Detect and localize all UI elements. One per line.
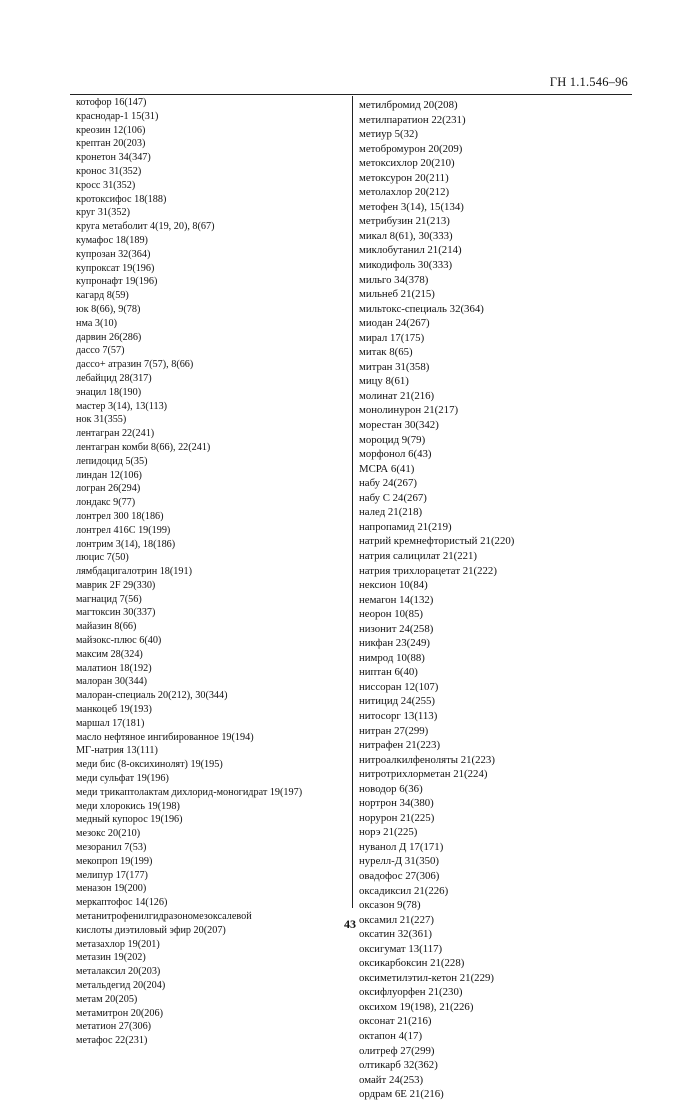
index-entry: оксиметилэтил-кетон 21(229) — [359, 971, 494, 984]
index-entry: метальдегид 20(204) — [76, 980, 166, 991]
index-entry: метазахлор 19(201) — [76, 938, 160, 950]
index-entry: миклобутанил 21(214) — [359, 244, 462, 257]
index-entry: метам 20(205) — [76, 993, 138, 1005]
index-entry: манкоцеб 19(193) — [76, 704, 152, 716]
index-entry: мезокс 20(210) — [76, 828, 141, 840]
index-entry: нитран 27(299) — [359, 724, 429, 737]
index-entry: лентагран 22(241) — [76, 428, 155, 440]
index-entry: магнацид 7(56) — [76, 593, 142, 605]
index-entry: оксамил 21(227) — [359, 913, 434, 926]
index-entry: метатион 27(306) — [76, 1021, 152, 1033]
index-entry: круга метаболит 4(19, 20), 8(67) — [76, 221, 215, 233]
index-entry: МГ-натрия 13(111) — [76, 745, 158, 757]
index-entry: метазин 19(202) — [76, 952, 146, 964]
index-entry: октапон 4(17) — [359, 1030, 423, 1042]
index-entry: нурелл-Д 31(350) — [359, 855, 439, 868]
index-entry: метофен 3(14), 15(134) — [359, 200, 464, 213]
index-entry: мелипур 17(177) — [76, 869, 148, 881]
index-entry: малоран-специаль 20(212), 30(344) — [76, 690, 228, 702]
index-entry: нитосорг 13(113) — [359, 709, 438, 722]
index-entry: новодор 6(36) — [359, 782, 423, 795]
index-entry: морфонол 6(43) — [359, 448, 432, 461]
index-entry: круг 31(352) — [76, 207, 130, 219]
index-entry: овадофос 27(306) — [359, 869, 440, 882]
index-entry: никфан 23(249) — [359, 637, 430, 650]
index-entry: меди сульфат 19(196) — [76, 773, 169, 785]
index-entry: натрий кремнефтористый 21(220) — [359, 535, 515, 548]
index-entry: оксадиксил 21(226) — [359, 884, 449, 897]
index-entry: масло нефтяное ингибированное 19(194) — [76, 731, 254, 743]
index-entry: набу С 24(267) — [359, 491, 427, 504]
page-number: 43 — [344, 917, 356, 931]
index-entry: немагон 14(132) — [359, 593, 434, 606]
index-entry: майзокс-плюс 6(40) — [76, 635, 162, 647]
index-entry: нок 31(355) — [76, 414, 127, 426]
index-entry: МСРА 6(41) — [359, 462, 415, 475]
index-entry: меди хлорокись 19(198) — [76, 800, 180, 812]
index-entry: креозин 12(106) — [76, 124, 146, 136]
index-entry: метиур 5(32) — [359, 128, 419, 141]
index-entry: митран 31(358) — [359, 360, 430, 373]
index-entry: лепидоцид 5(35) — [76, 455, 148, 467]
index-entry: ниптан 6(40) — [359, 666, 418, 679]
column-divider — [352, 96, 353, 908]
index-entry: олтикарб 32(362) — [359, 1059, 438, 1072]
index-entry: лямбдацигалотрин 18(191) — [76, 566, 192, 578]
index-entry: нимрод 10(88) — [359, 651, 425, 664]
index-entry: меркаптофос 14(126) — [76, 897, 168, 909]
index-entry: мезоранил 7(53) — [76, 842, 147, 854]
index-entry: оксонат 21(216) — [359, 1015, 432, 1028]
index-entry: маврик 2F 29(330) — [76, 579, 156, 591]
index-entry: лонтрим 3(14), 18(186) — [76, 538, 176, 550]
index-entry: оксигумат 13(117) — [359, 942, 443, 955]
index-entry: омайт 24(253) — [359, 1073, 424, 1086]
index-entry: нортрон 34(380) — [359, 797, 434, 810]
index-entry: микал 8(61), 30(333) — [359, 229, 453, 242]
index-entry: дарвин 26(286) — [76, 331, 142, 343]
index-entry: купронафт 19(196) — [76, 276, 158, 288]
index-entry: неорон 10(85) — [359, 608, 424, 621]
index-entry: котофор 16(147) — [76, 97, 147, 108]
index-entry: майазин 8(66) — [76, 621, 137, 633]
index-entry: лонтрел 416С 19(199) — [76, 524, 171, 536]
index-entry: линдан 12(106) — [76, 469, 142, 481]
index-entry: крептан 20(203) — [76, 138, 146, 150]
index-entry: нуванол Д 17(171) — [359, 840, 444, 853]
index-entry: морестан 30(342) — [359, 419, 439, 432]
index-entry: нитрафен 21(223) — [359, 739, 441, 752]
index-entry: мастер 3(14), 13(113) — [76, 400, 168, 412]
index-entry: олитреф 27(299) — [359, 1044, 435, 1057]
index-entry: малоран 30(344) — [76, 676, 148, 688]
index-entry: метилбромид 20(208) — [359, 99, 458, 111]
index-entry: набу 24(267) — [359, 477, 417, 490]
index-entry: мильго 34(378) — [359, 273, 429, 286]
index-entry: низонит 24(258) — [359, 622, 434, 635]
index-entry: мильнеб 21(215) — [359, 288, 435, 301]
index-entry: метоксихлор 20(210) — [359, 157, 455, 170]
index-entry: малатион 18(192) — [76, 662, 152, 674]
index-entry: лебайцид 28(317) — [76, 372, 152, 384]
index-entry: натрия трихлорацетат 21(222) — [359, 564, 497, 577]
index-entry: юк 8(66), 9(78) — [76, 303, 141, 315]
index-entry: метамитрон 20(206) — [76, 1007, 163, 1019]
index-entry: монолинурон 21(217) — [359, 404, 459, 417]
index-entry: кронетон 34(347) — [76, 152, 151, 164]
index-entry: нексион 10(84) — [359, 579, 428, 592]
index-entry: кросс 31(352) — [76, 179, 136, 191]
index-entry: мицу 8(61) — [359, 375, 409, 388]
index-entry: медный купорос 19(196) — [76, 814, 183, 826]
index-entry: нитицид 24(255) — [359, 695, 435, 708]
index-entry: микодифоль 30(333) — [359, 259, 453, 272]
index-entry: оксифлуорфен 21(230) — [359, 986, 463, 999]
index-entry: миодан 24(267) — [359, 317, 430, 330]
index-entry: ниссоран 12(107) — [359, 680, 439, 693]
index-entry: метанитрофенилгидразономезоксалевой — [76, 911, 252, 923]
index-entry: кислоты диэтиловый эфир 20(207) — [76, 924, 226, 936]
index-entry: натрия салицилат 21(221) — [359, 549, 478, 562]
index-entry: меди трикаптолактам дихлорид-моногидрат 19(197) — [76, 786, 303, 798]
index-entry: оксазон 9(78) — [359, 899, 421, 912]
index-entry: нитроалкилфеноляты 21(223) — [359, 753, 495, 766]
index-entry: метолахлор 20(212) — [359, 186, 450, 199]
index-entry: оксихом 19(198), 21(226) — [359, 1000, 474, 1013]
index-entry: ордрам 6Е 21(216) — [359, 1088, 444, 1101]
index-entry: метафос 22(231) — [76, 1035, 148, 1047]
index-entry: кагард 8(59) — [76, 290, 129, 302]
index-entry: лентагран комби 8(66), 22(241) — [76, 441, 211, 453]
index-entry: дассо+ атразин 7(57), 8(66) — [76, 359, 194, 371]
index-entry: метобромурон 20(209) — [359, 142, 463, 155]
index-entry: норэ 21(225) — [359, 826, 418, 839]
index-entry: лондакс 9(77) — [76, 497, 136, 509]
index-entry: маршал 17(181) — [76, 717, 145, 729]
index-entry: кротоксифос 18(188) — [76, 193, 167, 205]
index-entry: меди бис (8-оксихинолят) 19(195) — [76, 759, 223, 771]
index-entry: дассо 7(57) — [76, 345, 125, 357]
index-columns — [70, 94, 632, 1101]
document-code: ГН 1.1.546–96 — [549, 75, 628, 89]
index-entry: металаксил 20(203) — [76, 966, 161, 978]
index-entry: мороцид 9(79) — [359, 433, 426, 446]
index-entry: кронос 31(352) — [76, 165, 142, 177]
index-entry: магтоксин 30(337) — [76, 607, 156, 619]
left-index-column — [76, 96, 354, 1048]
index-entry: краснодар-1 15(31) — [76, 110, 159, 122]
index-entry: норурон 21(225) — [359, 811, 435, 824]
index-entry: нма 3(10) — [76, 317, 117, 329]
index-entry: купроксат 19(196) — [76, 262, 155, 274]
index-entry: напропамид 21(219) — [359, 520, 452, 533]
index-entry: энацил 18(190) — [76, 386, 142, 398]
index-entry: оксикарбоксин 21(228) — [359, 957, 465, 970]
index-entry: логран 26(294) — [76, 483, 141, 495]
index-entry: лонтрел 300 18(186) — [76, 510, 164, 522]
index-entry: молинат 21(216) — [359, 389, 435, 402]
index-entry: меназон 19(200) — [76, 883, 147, 895]
index-entry: метилпаратион 22(231) — [359, 113, 466, 126]
index-entry: мекопроп 19(199) — [76, 855, 153, 867]
index-entry: мильтокс-специаль 32(364) — [359, 302, 484, 315]
index-entry: люцис 7(50) — [76, 552, 129, 564]
index-entry: нитротрихлорметан 21(224) — [359, 768, 488, 781]
index-entry: оксатин 32(361) — [359, 928, 432, 941]
index-entry: мирал 17(175) — [359, 331, 425, 344]
index-entry: метоксурон 20(211) — [359, 171, 449, 184]
index-entry: митак 8(65) — [359, 346, 413, 359]
index-entry: максим 28(324) — [76, 648, 143, 660]
index-entry: купрозан 32(364) — [76, 248, 151, 260]
index-entry: налед 21(218) — [359, 506, 423, 519]
index-entry: кумафос 18(189) — [76, 234, 148, 246]
index-entry: метрибузин 21(213) — [359, 215, 450, 228]
right-index-column — [359, 98, 629, 1102]
